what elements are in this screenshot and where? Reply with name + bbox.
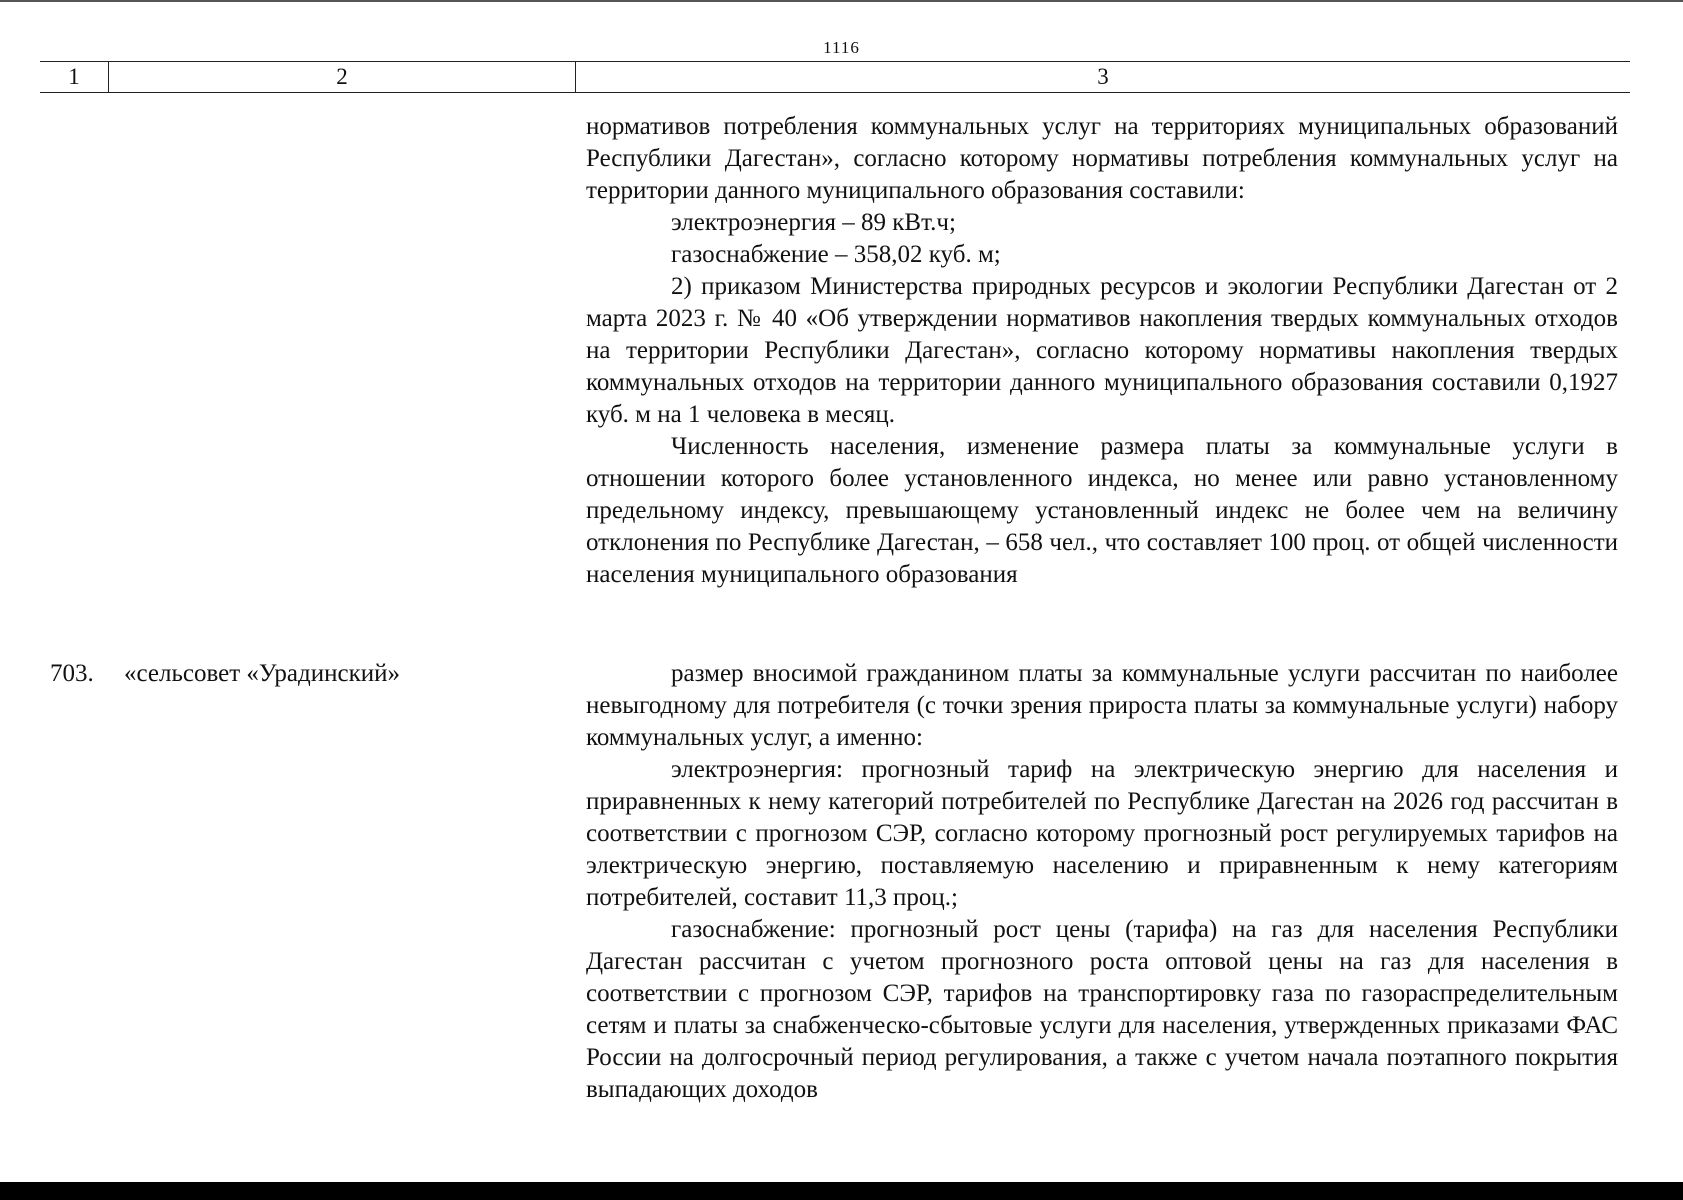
paragraph: газоснабжение: прогнозный рост цены (тарифа) на газ для населения Республики Дагестан рассчитан с учетом прогнозного роста оптовой цены на газ для населения в соответствии с прогнозом СЭР, тарифов на транспортировку газа по газораспределительным сетям и платы за снабженческо-сбытовые услуги для населения, утвержденных приказами ФАС России на долгосрочный период регулирования, а также с учетом начала поэтапного покрытия выпадающих доходов bbox=[586, 916, 1618, 1103]
paragraph: Численность населения, изменение размера платы за коммунальные услуги в отношении которого более установленного индекса, но менее или равно установленному предельному индексу, превышающему установленный индекс не более чем на величину отклонения по Республике Дагестан, – 658 чел., что составляет 100 проц. от общей численности населения муниципального образования bbox=[586, 433, 1618, 588]
page-number: 1116 bbox=[823, 38, 860, 57]
paragraph: газоснабжение – 358,02 куб. м; bbox=[671, 241, 1001, 268]
paragraph: 2) приказом Министерства природных ресурсов и экологии Республики Дагестан от 2 марта 2023 г. № 40 «Об утверждении нормативов накопления твердых коммунальных отходов на территории Республики Дагестан», согласно которому нормативы накопления твердых коммунальных отходов на территории данного муниципального образования составили 0,1927 куб. м на 1 человека в месяц. bbox=[586, 273, 1618, 428]
header-col-3: 3 bbox=[1097, 64, 1109, 89]
paragraph: размер вносимой гражданином платы за коммунальные услуги рассчитан по наиболее невыгодному для потребителя (с точки зрения прироста платы за коммунальные услуги) набору коммунальных услуг, а именно: bbox=[586, 660, 1618, 751]
row-number: 703. bbox=[50, 660, 94, 687]
row-text-block bbox=[586, 658, 1618, 1106]
continued-text-block bbox=[586, 111, 1618, 591]
paragraph: электроэнергия: прогнозный тариф на электрическую энергию для населения и приравненных к нему категорий потребителей по Республике Дагестан на 2026 год рассчитан в соответствии с прогнозом СЭР, согласно которому прогнозный рост регулируемых тарифов на электрическую энергию, поставляемую населению и приравненным к нему категориям потребителей, составит 11,3 проц.; bbox=[586, 756, 1618, 911]
header-col-1: 1 bbox=[40, 62, 109, 92]
municipality-name: «сельсовет «Урадинский» bbox=[124, 660, 400, 687]
scan-top-edge bbox=[0, 0, 1683, 2]
table-header-row bbox=[40, 61, 1630, 93]
paragraph: электроэнергия – 89 кВт.ч; bbox=[671, 209, 956, 236]
paragraph: нормативов потребления коммунальных услуг на территориях муниципальных образований Республики Дагестан», согласно которому нормативы потребления коммунальных услуг на территории данного муниципального образования составили: bbox=[586, 113, 1618, 204]
scan-bottom-edge bbox=[0, 1182, 1683, 1200]
header-col-2: 2 bbox=[109, 62, 576, 92]
